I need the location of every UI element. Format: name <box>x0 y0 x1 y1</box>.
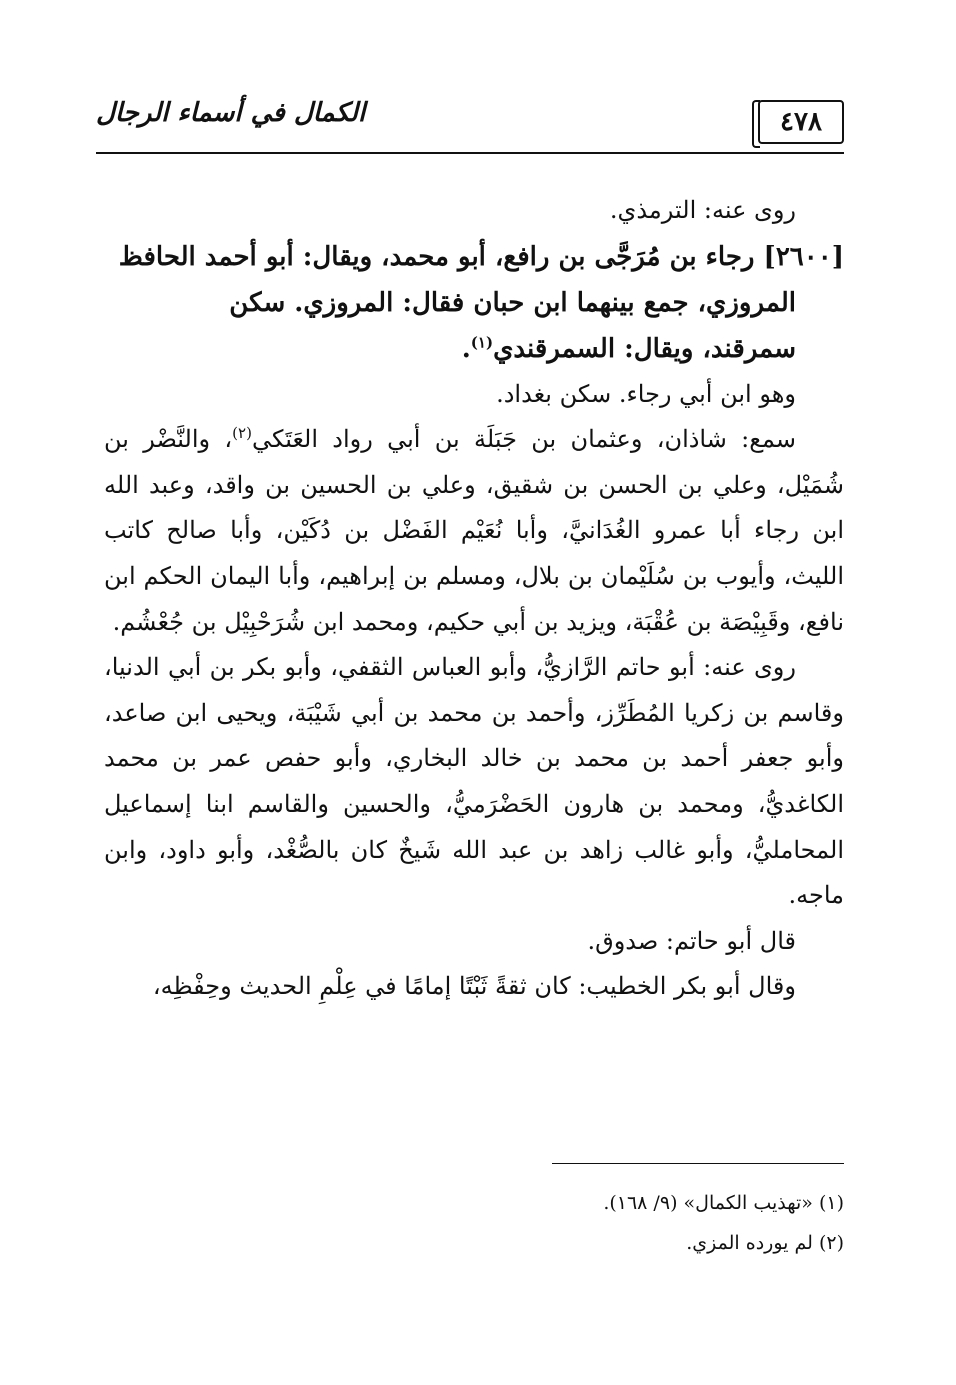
header-rule <box>96 152 844 154</box>
paragraph-identity: وهو ابن أبي رجاء. سكن بغداد. <box>496 379 796 408</box>
paragraph-teachers <box>104 417 844 645</box>
footnote-rule <box>552 1163 844 1164</box>
book-title: الكمال في أسماء الرجال <box>96 98 366 128</box>
paragraph-khatib: وقال أبو بكر الخطيب: كان ثقةً ثَبْتًا إمامًا في عِلْمِ الحديث وحِفْظِه، <box>152 972 796 1001</box>
teachers-rest: ، والنَّضْر بن شُمَيْل، وعلي بن الحسن بن شقيق، وعلي بن الحسين بن واقد، وعبد الله ابن رجاء أبا عمرو الغُدَانيَّ، وأبا نُعَيْم الفَضْل بن دُكَيْن، وأبا صالح كاتب الليث، وأيوب بن سُلَيْمان بن بلال، ومسلم بن إبراهيم، وأبا اليمان الحكم ابن نافع، وقَبِيْصَة بن عُقْبَة، ويزيد بن أبي حكيم، ومحمد ابن شُرَحْبِيْل بن جُعْشُم. <box>104 425 844 636</box>
entry-name-line-2: المروزي، جمع بينهما ابن حبان فقال: المروزي. سكن <box>229 287 796 318</box>
footnote-2: (٢) لم يورده المزي. <box>686 1232 844 1254</box>
footnote-1: (١) «تهذيب الكمال» (٩/ ١٦٨). <box>603 1192 844 1214</box>
entry-name-line-1: رجاء بن مُرَجَّى بن رافع، أبو محمد، ويقال: أبو أحمد الحافظ <box>118 241 755 272</box>
entry-name-line-3: سمرقند، ويقال: السمرقندي <box>493 333 796 364</box>
page-header <box>96 92 844 154</box>
biography-entry-heading <box>104 234 844 372</box>
footnote-ref-1: (١) <box>470 332 494 351</box>
footnotes <box>104 1183 844 1263</box>
teachers-start: سمع: شاذان، وعثمان بن جَبَلَة بن أبي رواد العَتَكي <box>251 425 796 454</box>
page-number: ٤٧٨ <box>758 100 844 144</box>
entry-number: [٢٦٠٠] <box>763 241 844 272</box>
main-text <box>104 188 844 1010</box>
footnote-ref-2: (٢) <box>232 424 252 443</box>
entry-end-punct: . <box>461 333 471 364</box>
paragraph-narrators-1: روى عنه: الترمذي. <box>609 196 796 224</box>
paragraph-abu-hatim: قال أبو حاتم: صدوق. <box>587 926 796 955</box>
paragraph-students: روى عنه: أبو حاتم الرَّازيُّ، وأبو العباس الثقفي، وأبو بكر بن أبي الدنيا، وقاسم بن زكريا المُطَرِّز، وأحمد بن محمد بن أبي شَيْبَة، ويحيى ابن صاعد، وأبو جعفر أحمد بن محمد بن خالد البخاري، وأبو حفص عمر بن محمد الكاغديُّ، ومحمد بن هارون الحَضْرَميُّ، والحسين والقاسم ابنا إسماعيل المحامليُّ، وأبو غالب زاهد بن عبد الله شَيخٌ كان بالصُّغْد، وأبو داود، وابن ماجه. <box>104 653 844 910</box>
